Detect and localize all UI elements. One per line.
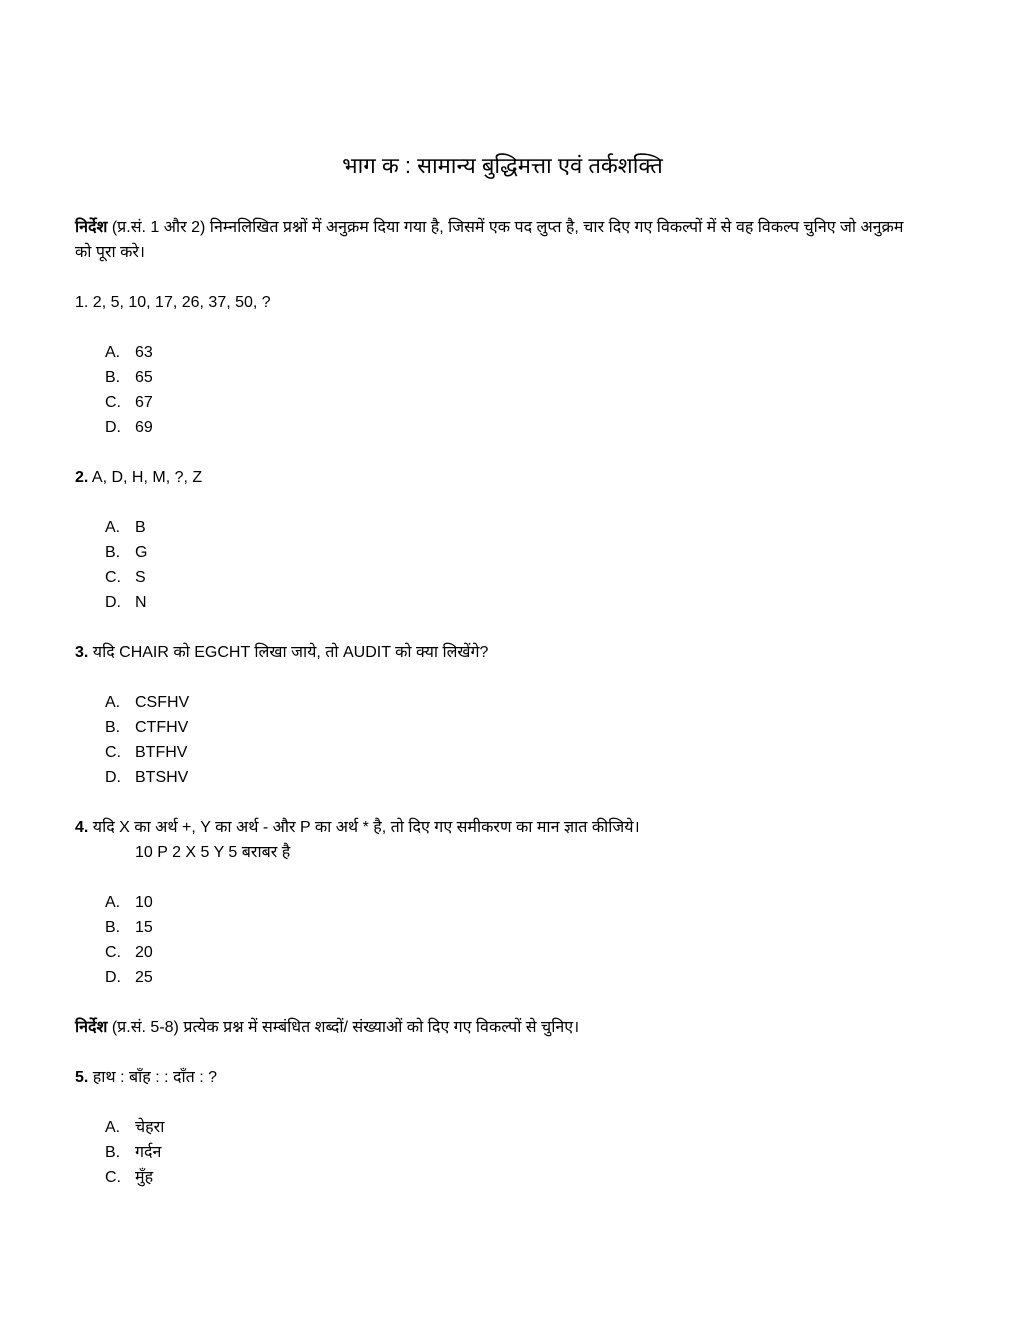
- option: [105, 715, 189, 740]
- option: [105, 590, 147, 615]
- option-text: 67: [135, 394, 153, 411]
- option-text: 25: [135, 969, 153, 986]
- question-5: [75, 1065, 217, 1090]
- option-label: C.: [105, 1169, 121, 1186]
- question-number: 4.: [75, 819, 89, 836]
- option: [105, 365, 153, 390]
- option-text: चेहरा: [135, 1119, 165, 1136]
- option-text: 63: [135, 344, 153, 361]
- option-text: 65: [135, 369, 153, 386]
- option-label: D.: [105, 594, 121, 611]
- option-label: A.: [105, 1119, 121, 1136]
- option-text: 69: [135, 419, 153, 436]
- question-number: 2.: [75, 469, 89, 486]
- option-text: BTSHV: [135, 769, 189, 786]
- option-label: B.: [105, 719, 121, 736]
- option-label: B.: [105, 369, 121, 386]
- option: [105, 340, 153, 365]
- option-label: A.: [105, 344, 121, 361]
- option: [105, 940, 153, 965]
- question-text: यदि X का अर्थ +, Y का अर्थ - और P का अर्थ * है, तो दिए गए समीकरण का मान ज्ञात कीजिये।: [88, 819, 640, 836]
- option-text: G: [135, 544, 148, 561]
- option-label: C.: [105, 744, 121, 761]
- option: [105, 515, 147, 540]
- option-text: S: [135, 569, 146, 586]
- option-label: D.: [105, 419, 121, 436]
- option-text: N: [135, 594, 147, 611]
- option: [105, 565, 147, 590]
- option: [105, 690, 189, 715]
- options-3: [105, 690, 189, 790]
- question-1: [75, 290, 271, 315]
- options-1: [105, 340, 153, 440]
- option-text: 15: [135, 919, 153, 936]
- options-2: [105, 515, 147, 615]
- question-text: 2, 5, 10, 17, 26, 37, 50, ?: [88, 294, 271, 311]
- question-number: 5.: [75, 1069, 89, 1086]
- option-text: B: [135, 519, 146, 536]
- option-text: 20: [135, 944, 153, 961]
- option-text: CSFHV: [135, 694, 190, 711]
- directive-label: निर्देश: [75, 219, 108, 236]
- question-3: [75, 640, 488, 665]
- option-label: D.: [105, 769, 121, 786]
- option: [105, 1165, 164, 1190]
- option-label: C.: [105, 944, 121, 961]
- options-5: [105, 1115, 164, 1190]
- option-text: BTFHV: [135, 744, 188, 761]
- option-text: मुँह: [135, 1169, 154, 1186]
- option-label: D.: [105, 969, 121, 986]
- option: [105, 915, 153, 940]
- question-text: यदि CHAIR को EGCHT लिखा जाये, तो AUDIT को क्या लिखेंगे?: [88, 644, 489, 661]
- option-text: 10: [135, 894, 153, 911]
- directive-text: (प्र.सं. 1 और 2) निम्नलिखित प्रश्नों में अनुक्रम दिया गया है, जिसमें एक पद लुप्त है, चार दिए गए विकल्पों में से वह विकल्प चुनिए जो अनुक्रम को पूरा करे।: [75, 219, 904, 261]
- question-number: 1.: [75, 294, 89, 311]
- option: [105, 1140, 164, 1165]
- option-label: A.: [105, 694, 121, 711]
- option-text: गर्दन: [135, 1144, 162, 1161]
- option: [105, 890, 153, 915]
- option: [105, 740, 189, 765]
- option: [105, 540, 147, 565]
- option-label: A.: [105, 894, 121, 911]
- option-label: C.: [105, 569, 121, 586]
- directive-2: [75, 1015, 915, 1040]
- option-label: A.: [105, 519, 121, 536]
- directive-label: निर्देश: [75, 1019, 108, 1036]
- option: [105, 415, 153, 440]
- directive-1: [75, 215, 915, 265]
- option-label: B.: [105, 919, 121, 936]
- option: [105, 390, 153, 415]
- question-text: A, D, H, M, ?, Z: [88, 469, 203, 486]
- directive-text: (प्र.सं. 5-8) प्रत्येक प्रश्न में सम्बंधित शब्दों/ संख्याओं को दिए गए विकल्पों से चुनिए।: [107, 1019, 580, 1036]
- options-4: [105, 890, 153, 990]
- option: [105, 965, 153, 990]
- question-4: [75, 815, 640, 865]
- question-2: [75, 465, 202, 490]
- option-label: B.: [105, 544, 121, 561]
- question-number: 3.: [75, 644, 89, 661]
- question-subtext: 10 P 2 X 5 Y 5 बराबर है: [135, 844, 291, 861]
- option-label: B.: [105, 1144, 121, 1161]
- option-label: C.: [105, 394, 121, 411]
- section-title: भाग क : सामान्य बुद्धिमत्ता एवं तर्कशक्ति: [342, 153, 663, 178]
- option: [105, 765, 189, 790]
- option-text: CTFHV: [135, 719, 189, 736]
- question-text: हाथ : बाँह : : दाँत : ?: [88, 1069, 217, 1086]
- option: [105, 1115, 164, 1140]
